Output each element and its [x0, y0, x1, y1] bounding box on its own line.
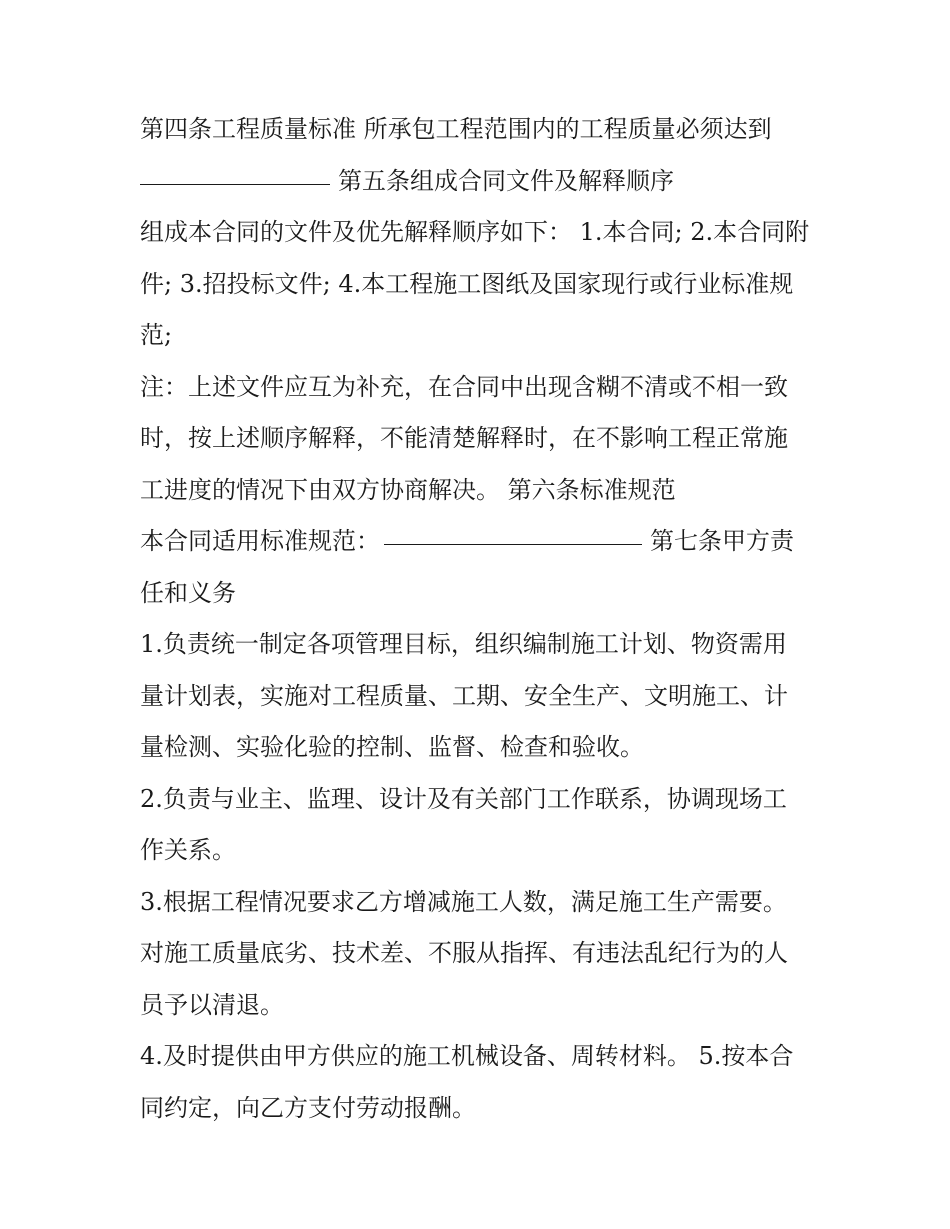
- text-line: 组成本合同的文件及优先解释顺序如下： 1.本合同; 2.本合同附: [140, 218, 810, 246]
- fill-in-blank: [140, 158, 330, 185]
- text-line: 量检测、实验化验的控制、监督、检查和验收。: [140, 733, 644, 761]
- text-line: 注：上述文件应互为补充，在合同中出现含糊不清或不相一致: [140, 372, 788, 401]
- fill-in-blank: [384, 518, 642, 545]
- text-line: 时，按上述顺序解释，不能清楚解释时，在不影响工程正常施: [140, 424, 788, 452]
- contract-text: [140, 104, 830, 1134]
- text-line: 件; 3.招投标文件; 4.本工程施工图纸及国家现行或行业标准规: [140, 269, 794, 298]
- text-line: 第四条工程质量标准 所承包工程范围内的工程质量必须达到: [140, 115, 772, 143]
- text-line: [140, 156, 830, 208]
- standards-label: 本合同适用标准规范：: [140, 527, 380, 555]
- text-line: 3.根据工程情况要求乙方增减施工人数，满足施工生产需要。: [140, 887, 787, 916]
- clause-title: 第五条组成合同文件及解释顺序: [338, 166, 674, 195]
- text-line: 4.及时提供由甲方供应的施工机械设备、周转材料。 5.按本合: [140, 1042, 794, 1070]
- text-line: 2.负责与业主、监理、设计及有关部门工作联系，协调现场工: [140, 784, 787, 813]
- text-line: 作关系。: [140, 836, 236, 864]
- text-line: 量计划表，实施对工程质量、工期、安全生产、文明施工、计: [140, 681, 788, 710]
- text-line: 范;: [140, 321, 173, 349]
- text-line: 员予以清退。: [140, 990, 284, 1019]
- text-line: 工进度的情况下由双方协商解决。 第六条标准规范: [140, 475, 676, 504]
- text-line: 1.负责统一制定各项管理目标，组织编制施工计划、物资需用: [140, 630, 787, 658]
- clause-title: 第七条甲方责: [650, 527, 794, 555]
- text-line: 任和义务: [140, 578, 236, 607]
- text-line: [140, 516, 830, 568]
- text-line: 同约定，向乙方支付劳动报酬。: [140, 1093, 476, 1122]
- text-line: 对施工质量底劣、技术差、不服从指挥、有违法乱纪行为的人: [140, 939, 788, 967]
